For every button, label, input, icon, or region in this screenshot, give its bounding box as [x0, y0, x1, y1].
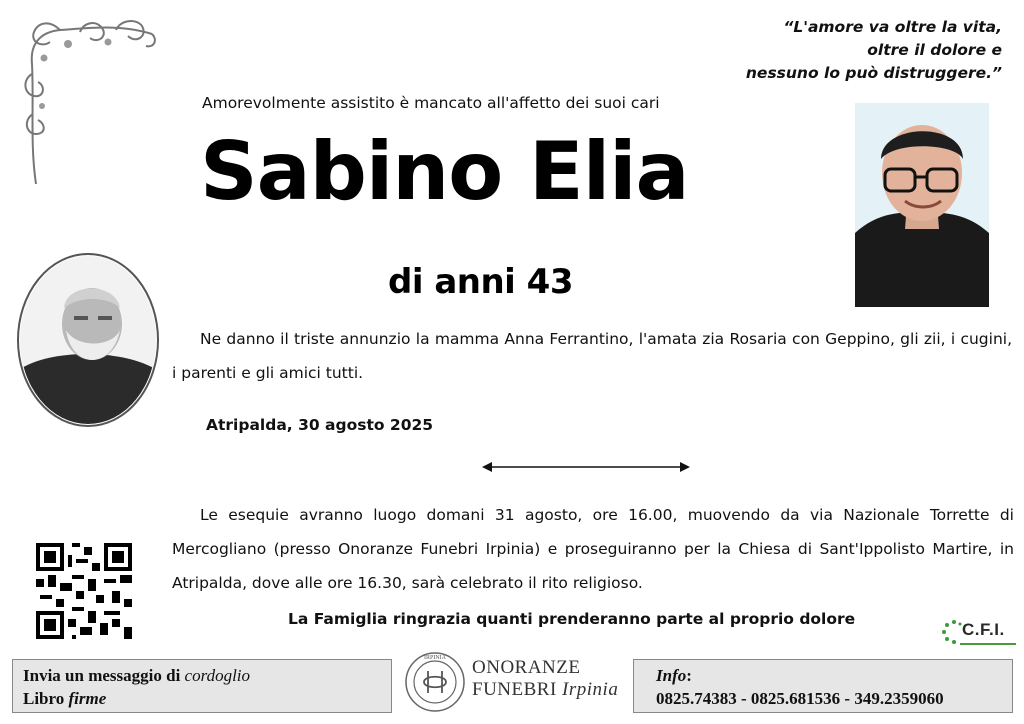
- cfi-logo-icon: [940, 616, 1016, 652]
- info-label-row: [656, 664, 990, 687]
- funeral-seal-icon: [404, 651, 466, 713]
- condolence-box[interactable]: [12, 659, 392, 713]
- guestbook-em: firme: [68, 689, 107, 708]
- guestbook-link[interactable]: [23, 687, 381, 710]
- funeral-home-logo: [402, 649, 628, 719]
- cfi-logo-text: C.F.I.: [962, 620, 1005, 639]
- seal-text: IRPINIA: [424, 655, 446, 661]
- thanks-text: La Famiglia ringrazia quanti prenderanno parte al proprio dolore: [288, 610, 856, 628]
- corner-flourish-icon: [20, 14, 160, 189]
- condolence-link[interactable]: [23, 664, 381, 687]
- deceased-name: Sabino Elia: [200, 125, 689, 218]
- logo-line-2-prefix: FUNEBRI: [472, 679, 557, 700]
- quote-line-3: nessuno lo può distruggere.”: [745, 64, 1002, 82]
- quote-line-1: “L'amore va oltre la vita,: [783, 18, 1002, 36]
- info-box: [633, 659, 1013, 713]
- info-colon: :: [686, 666, 692, 685]
- funeral-text: Le esequie avranno luogo domani 31 agosto, ore 16.00, muovendo da via Nazionale Torrette di Mercogliano (presso Onoranze Funebri Irpinia) e proseguiranno per la Chiesa di Sant'Ippolisto Martire, in Atripalda, dove alle ore 16.30, sarà celebrato il rito religioso.: [172, 506, 1014, 592]
- qr-code-icon[interactable]: [36, 543, 132, 639]
- logo-line-1: ONORANZE: [472, 657, 581, 678]
- quote: [702, 16, 1002, 85]
- quote-line-2: oltre il dolore e: [867, 41, 1002, 59]
- deceased-age: di anni 43: [388, 262, 573, 302]
- announcement-text: Ne danno il triste annunzio la mamma Anna Ferrantino, l'amata zia Rosaria con Geppino, gli zii, i cugini, i parenti e gli amici tutti.: [172, 330, 1012, 382]
- guestbook-prefix: Libro: [23, 689, 65, 708]
- arrow-double-icon: [482, 460, 690, 474]
- place-date: Atripalda, 30 agosto 2025: [206, 416, 434, 434]
- logo-line-2: [472, 679, 618, 701]
- logo-line-2-em: Irpinia: [562, 679, 619, 700]
- saint-photo: [16, 252, 160, 428]
- condolence-prefix: Invia un messaggio di: [23, 666, 181, 685]
- condolence-em: cordoglio: [184, 666, 251, 685]
- deceased-photo: [855, 103, 989, 307]
- logo-text: [472, 657, 618, 701]
- info-phones[interactable]: 0825.74383 - 0825.681536 - 349.2359060: [656, 689, 944, 708]
- info-label: Info: [656, 666, 687, 685]
- cfi-underline: [960, 643, 1016, 645]
- intro-text: Amorevolmente assistito è mancato all'affetto dei suoi cari: [202, 94, 660, 112]
